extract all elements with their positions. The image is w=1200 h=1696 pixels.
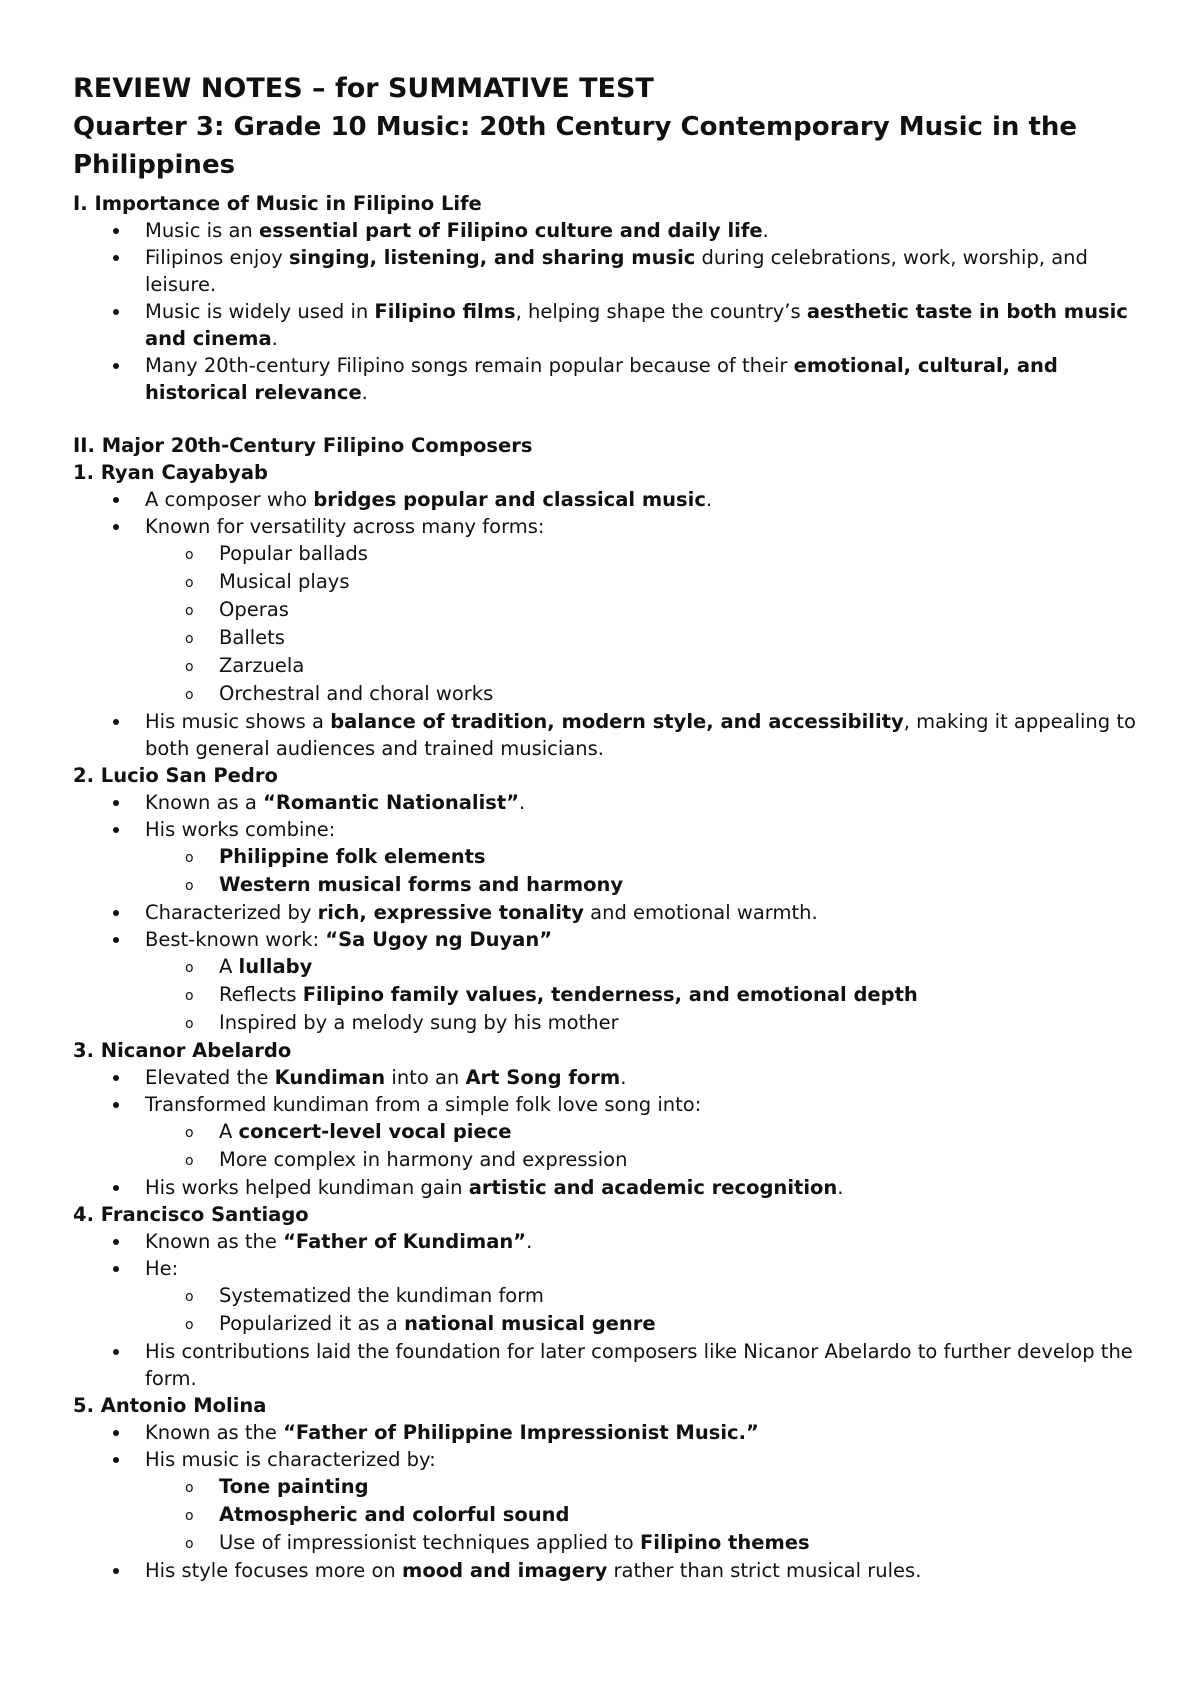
bold-text: national musical genre xyxy=(404,1312,656,1335)
text: . xyxy=(526,1230,533,1253)
text: Music is widely used in xyxy=(145,300,375,323)
bold-text: “Sa Ugoy ng Duyan” xyxy=(325,928,553,951)
document-subtitle: Quarter 3: Grade 10 Music: 20th Century Contemporary Music in the Philippines xyxy=(73,112,1078,180)
sub-list-item xyxy=(73,953,1140,981)
bold-text: balance of tradition, modern style, and accessibility xyxy=(330,710,904,733)
bold-text: “Father of Philippine Impressionist Music.” xyxy=(283,1421,759,1444)
text: Reflects xyxy=(219,983,303,1006)
composer-heading-cayabyab: 1. Ryan Cayabyab xyxy=(73,461,268,484)
composer-heading-abelardo: 3. Nicanor Abelardo xyxy=(73,1039,292,1062)
composer-list xyxy=(73,789,1140,1037)
composer-list xyxy=(73,486,1140,762)
bold-text: emotional, cultural, and historical relevance xyxy=(145,354,1058,404)
text: Use of impressionist techniques applied to xyxy=(219,1531,640,1554)
text: Popularized it as a xyxy=(219,1312,405,1335)
sub-list-item xyxy=(73,871,1140,899)
bold-text: artistic and academic recognition xyxy=(468,1176,838,1199)
sub-list-item xyxy=(73,1118,1140,1146)
list-item xyxy=(73,708,1140,762)
composer-list xyxy=(73,1064,1140,1201)
text: Best-known work: xyxy=(145,928,326,951)
text: . xyxy=(361,381,368,404)
text: rather than strict musical rules. xyxy=(607,1559,922,1582)
bold-text: Tone painting xyxy=(219,1475,369,1498)
text: A xyxy=(219,955,239,978)
list-item xyxy=(73,1419,1140,1446)
sub-list-item: o Operas xyxy=(73,596,1140,624)
composer-heading-molina: 5. Antonio Molina xyxy=(73,1394,267,1417)
text: . xyxy=(705,488,713,511)
list-item: His contributions laid the foundation for later composers like Nicanor Abelardo to further develop the form. xyxy=(73,1338,1140,1392)
list-item xyxy=(73,899,1140,926)
sub-list-item xyxy=(73,1529,1140,1557)
composer-heading-santiago: 4. Francisco Santiago xyxy=(73,1203,309,1226)
list-item: Known for versatility across many forms: xyxy=(73,513,1140,540)
spacer xyxy=(73,406,1140,432)
bold-text: “Romantic Nationalist” xyxy=(263,791,520,814)
composer-list xyxy=(73,1228,1140,1392)
text: A composer who xyxy=(145,488,314,511)
sub-list-item: o Popular ballads xyxy=(73,540,1140,568)
list-item: His works combine: xyxy=(73,816,1140,843)
sub-list-item: o Zarzuela xyxy=(73,652,1140,680)
bold-text: singing, listening, and sharing music xyxy=(288,246,696,269)
text: into an xyxy=(385,1066,466,1089)
sub-list-item: o Orchestral and choral works xyxy=(73,680,1140,708)
sub-list-item xyxy=(73,1473,1140,1501)
list-item: Transformed kundiman from a simple folk love song into: xyxy=(73,1091,1140,1118)
text: . xyxy=(271,327,278,350)
bold-text: essential part of Filipino culture and daily life xyxy=(258,219,763,242)
text: Characterized by xyxy=(145,901,318,924)
text: and emotional warmth. xyxy=(583,901,818,924)
sub-list-item: o Ballets xyxy=(73,624,1140,652)
text: Filipinos enjoy xyxy=(145,246,289,269)
list-item xyxy=(73,217,1140,244)
text: . xyxy=(519,791,526,814)
text: during celebrations, work, worship, and leisure. xyxy=(145,246,1088,296)
text: A xyxy=(219,1120,239,1143)
bold-text: lullaby xyxy=(238,955,313,978)
bold-text: Filipino themes xyxy=(639,1531,810,1554)
text: Many 20th-century Filipino songs remain popular because of their xyxy=(145,354,794,377)
bold-text: rich, expressive tonality xyxy=(317,901,584,924)
list-item xyxy=(73,352,1140,406)
composer-heading-san-pedro: 2. Lucio San Pedro xyxy=(73,764,278,787)
sub-list-item xyxy=(73,1310,1140,1338)
text: Known as the xyxy=(145,1421,284,1444)
composer-list xyxy=(73,1419,1140,1584)
bold-text: “Father of Kundiman” xyxy=(283,1230,527,1253)
sub-list-item xyxy=(73,981,1140,1009)
text: Known as the xyxy=(145,1230,284,1253)
bold-text: Atmospheric and colorful sound xyxy=(219,1503,570,1526)
list-item xyxy=(73,298,1140,352)
document-title: REVIEW NOTES – for SUMMATIVE TEST xyxy=(73,73,654,104)
text: His music shows a xyxy=(145,710,331,733)
sub-list-item: o Musical plays xyxy=(73,568,1140,596)
bold-text: Filipino films xyxy=(374,300,516,323)
text: His style focuses more on xyxy=(145,1559,402,1582)
list-item xyxy=(73,486,1140,513)
bold-text: bridges popular and classical music xyxy=(313,488,706,511)
bold-text: concert-level vocal piece xyxy=(238,1120,512,1143)
text: Elevated the xyxy=(145,1066,275,1089)
sub-list-item: o Systematized the kundiman form xyxy=(73,1282,1140,1310)
list-item xyxy=(73,1228,1140,1255)
bold-text: Kundiman xyxy=(274,1066,386,1089)
text: His works helped kundiman gain xyxy=(145,1176,469,1199)
importance-list xyxy=(73,217,1140,406)
list-item xyxy=(73,244,1140,298)
list-item xyxy=(73,789,1140,816)
bold-text: Western musical forms and harmony xyxy=(219,873,624,896)
text: . xyxy=(620,1066,627,1089)
bold-text: Filipino family values, tenderness, and emotional depth xyxy=(302,983,918,1006)
sub-list-item: o More complex in harmony and expression xyxy=(73,1146,1140,1174)
text: Known as a xyxy=(145,791,264,814)
text: Music is an xyxy=(145,219,259,242)
text: . xyxy=(762,219,769,242)
sub-list-item xyxy=(73,1501,1140,1529)
bold-text: Philippine folk elements xyxy=(219,845,486,868)
list-item xyxy=(73,926,1140,953)
section-heading-composers: II. Major 20th-Century Filipino Composers xyxy=(73,434,533,457)
sub-list-item: o Inspired by a melody sung by his mother xyxy=(73,1009,1140,1037)
list-item: He: xyxy=(73,1255,1140,1282)
list-item: His music is characterized by: xyxy=(73,1446,1140,1473)
list-item xyxy=(73,1557,1140,1584)
bold-text: mood and imagery xyxy=(402,1559,608,1582)
sub-list-item xyxy=(73,843,1140,871)
text: . xyxy=(837,1176,844,1199)
bold-text: aesthetic taste in both music and cinema xyxy=(145,300,1128,350)
bold-text: Art Song form xyxy=(465,1066,621,1089)
list-item xyxy=(73,1064,1140,1091)
text: , helping shape the country’s xyxy=(515,300,807,323)
list-item xyxy=(73,1174,1140,1201)
section-heading-importance: I. Importance of Music in Filipino Life xyxy=(73,192,482,215)
text: , making it appealing to both general audiences and trained musicians. xyxy=(145,710,1136,760)
